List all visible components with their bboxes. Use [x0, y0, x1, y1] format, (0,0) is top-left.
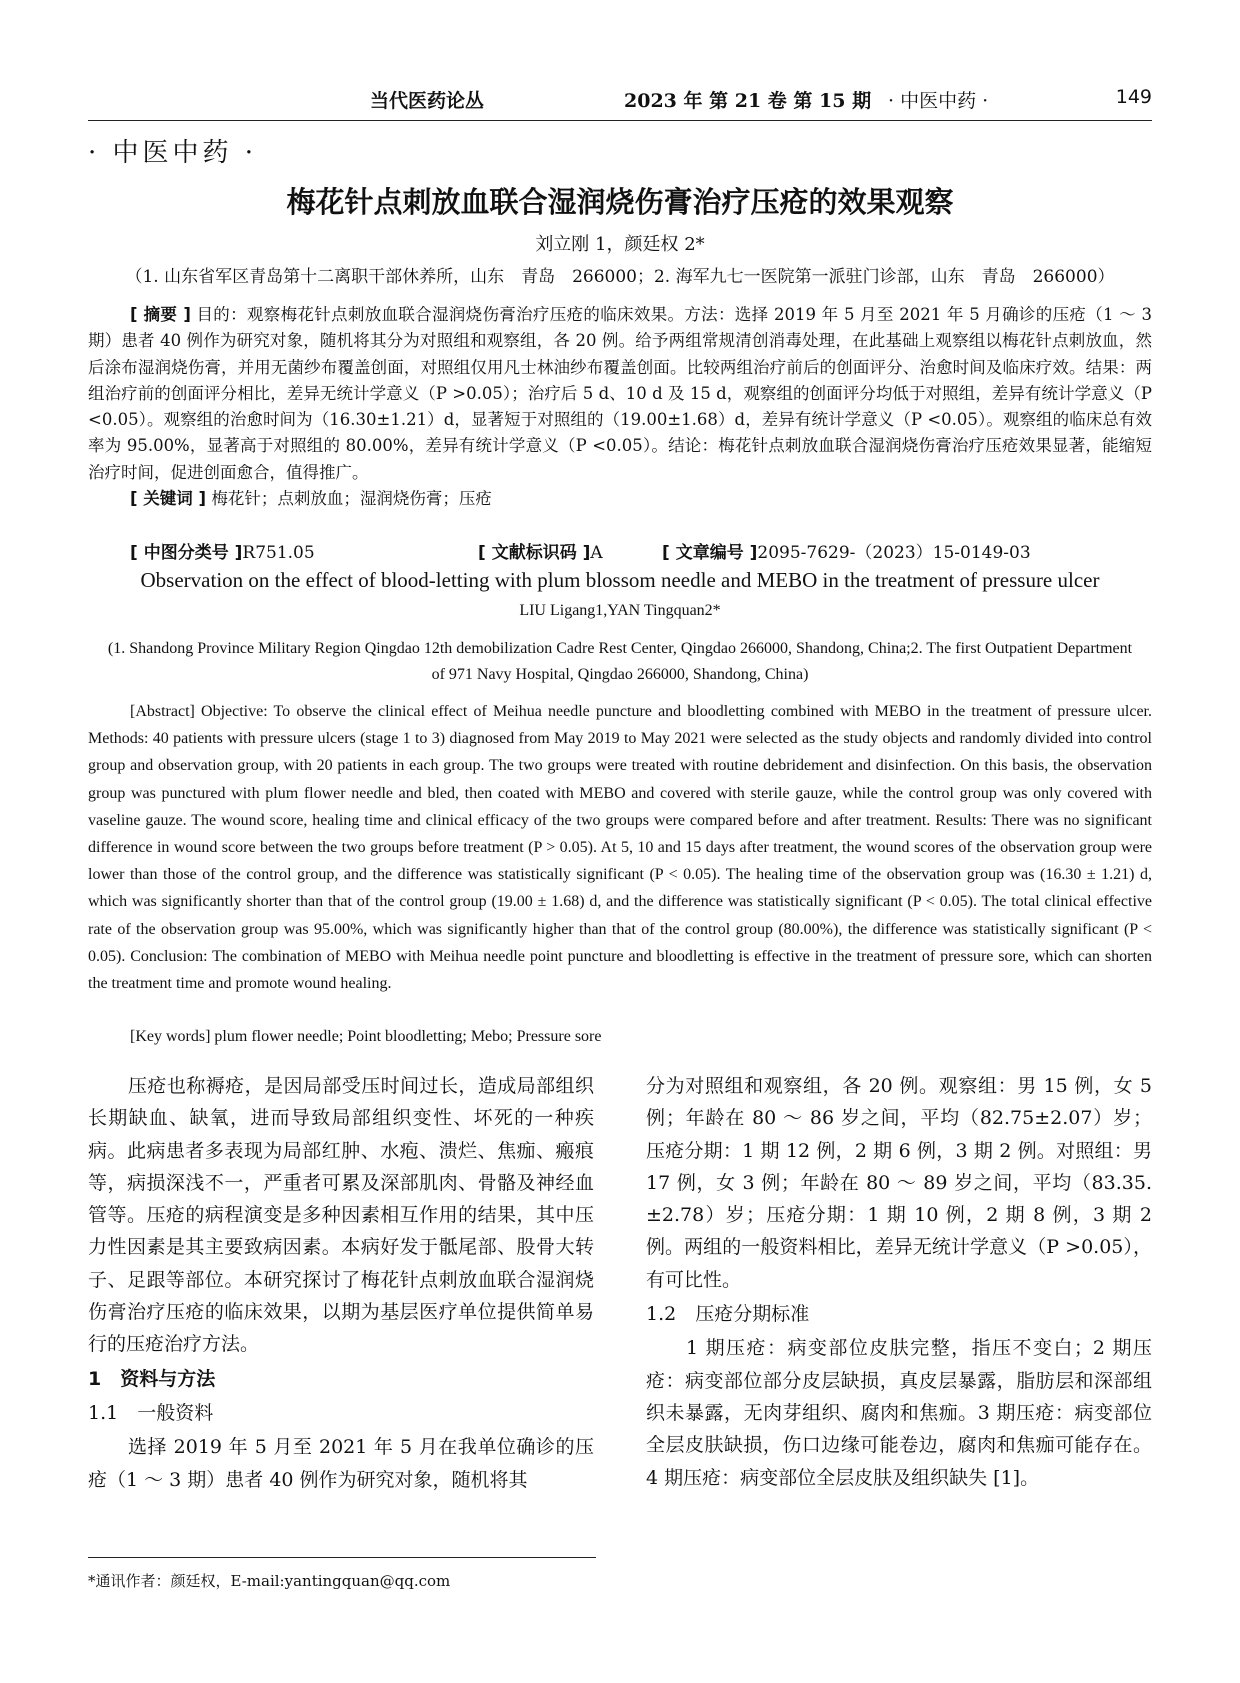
footnote-divider — [88, 1557, 596, 1558]
abstract-en — [88, 698, 1152, 997]
abstract-text: 目的：观察梅花针点刺放血联合湿润烧伤膏治疗压疮的临床效果。方法：选择 2019 年 5 月至 2021 年 5 月确诊的压疮（1 ～ 3 期）患者 40 例作为研究对象，随机将其分为对照组和观察组，各 20 例。给予两组常规清创消毒处理，在此基础上观察组以梅花针点刺放血，然后涂布湿润烧伤膏，并用无菌纱布覆盖创面，对照组仅用凡士林油纱布覆盖创面。比较两组治疗前后的创面评分、治愈时间及临床疗效。结果：两组治疗前的创面评分相比，差异无统计学意义（P >0.05）；治疗后 5 d、10 d 及 15 d，观察组的创面评分均低于对照组，差异有统计学意义（P <0.05）。观察组的治愈时间为（16.30±1.21）d，显著短于对照组的（19.00±1.68）d，差异有统计学意义（P <0.05）。观察组的临床总有效率为 95.00%，显著高于对照组的 80.00%，差异有统计学意义（P <0.05）。结论：梅花针点刺放血联合湿润烧伤膏治疗压疮效果显著，能缩短治疗时间，促进创面愈合，值得推广。 — [88, 305, 1152, 482]
document-code — [478, 538, 603, 563]
heading-1: 1 资料与方法 — [88, 1367, 216, 1390]
paragraph-1-2: 1 期压疮：病变部位皮肤完整，指压不变白；2 期压疮：病变部位部分皮层缺损，真皮层暴露，脂肪层和深部组织未暴露，无肉芽组织、腐肉和焦痂。3 期压疮：病变部位全层皮肤缺损，伤口边缘可能卷边，腐肉和焦痂可能存在。4 期压疮：病变部位全层皮肤及组织缺失 [1]。 — [646, 1337, 1152, 1489]
section-tag: · 中医中药 · — [88, 138, 258, 168]
paragraph-1-1: 选择 2019 年 5 月至 2021 年 5 月在我单位确诊的压疮（1 ～ 3 期）患者 40 例作为研究对象，随机将其 — [88, 1436, 594, 1491]
article-label: [ 文章编号 ] — [662, 543, 758, 563]
journal-name: 当代医药论丛 — [370, 90, 485, 112]
intro-paragraph: 压疮也称褥疮，是因局部受压时间过长，造成局部组织长期缺血、缺氧，进而导致局部组织变性、坏死的一种疾病。此病患者多表现为局部红肿、水疱、溃烂、焦痂、瘢痕等，病损深浅不一，严重者可累及深部肌肉、骨骼及神经血管等。压疮的病程演变是多种因素相互作用的结果，其中压力性因素是其主要致病因素。本病好发于骶尾部、股骨大转子、足跟等部位。本研究探讨了梅花针点刺放血联合湿润烧伤膏治疗压疮的临床效果，以期为基层医疗单位提供简单易行的压疮治疗方法。 — [88, 1075, 594, 1356]
article-value: 2095-7629-（2023）15-0149-03 — [757, 543, 1031, 563]
keywords-text: 梅花针；点刺放血；湿润烧伤膏；压疮 — [211, 489, 492, 509]
issue-info: 2023 年 第 21 卷 第 15 期 — [624, 90, 872, 112]
clc-value: R751.05 — [242, 543, 315, 563]
body-column-left — [88, 1070, 594, 1496]
authors: 刘立刚 1，颜廷权 2* — [535, 234, 705, 255]
abstract-cn — [88, 302, 1152, 512]
keywords-label: [ 关键词 ] — [130, 489, 207, 509]
doc-label: [ 文献标识码 ] — [478, 543, 591, 563]
article-number — [662, 538, 1031, 563]
header-section: · 中医中药 · — [888, 90, 989, 112]
running-header — [88, 86, 1152, 121]
abstract-label: [ 摘要 ] — [130, 305, 191, 324]
title-en: Observation on the effect of blood-letting with plum blossom needle and MEBO in the treatment of pressure ulcer — [140, 568, 1100, 592]
footnote: *通讯作者：颜廷权，E-mail:yantingquan@qq.com — [88, 1572, 451, 1590]
heading-1-1: 1.1 一般资料 — [88, 1401, 214, 1424]
clc-number — [130, 538, 315, 563]
body-column-right — [646, 1070, 1152, 1494]
heading-1-2: 1.2 压疮分期标准 — [646, 1303, 810, 1326]
clc-label: [ 中图分类号 ] — [130, 543, 243, 563]
article-title: 梅花针点刺放血联合湿润烧伤膏治疗压疮的效果观察 — [286, 185, 954, 219]
doc-value: A — [590, 543, 603, 563]
keywords-en: [Key words] plum flower needle; Point bloodletting; Mebo; Pressure sore — [130, 1028, 602, 1045]
authors-en: LIU Ligang1,YAN Tingquan2* — [519, 602, 721, 619]
affiliations: （1. 山东省军区青岛第十二离职干部休养所，山东 青岛 266000；2. 海军九七一医院第一派驻门诊部，山东 青岛 266000） — [125, 267, 1115, 287]
abstract-en-text: [Abstract] Objective: To observe the clinical effect of Meihua needle puncture and bloodletting combined with MEBO in the treatment of pressure ulcer. Methods: 40 patients with pressure ulcers (stage 1 to 3) diagnosed from May 2019 to May 2021 were selected as the study objects and randomly divided into control group and observation group, with 20 patients in each group. The two groups were treated with routine debridement and disinfection. On this basis, the observation group was punctured with plum flower needle and bled, then coated with MEBO and covered with sterile gauze, while the control group was only covered with vaseline gauze. The wound score, healing time and clinical efficacy of the two groups were compared before and after treatment. Results: There was no significant difference in wound score between the two groups before treatment (P > 0.05). At 5, 10 and 15 days after treatment, the wound scores of the observation group were lower than those of the control group, and the difference was statistically significant (P < 0.05). The healing time of the observation group was (16.30 ± 1.21) d, which was significantly shorter than that of the control group (19.00 ± 1.68) d, and the difference was statistically significant (P < 0.05). The total clinical effective rate of the observation group was 95.00%, which was significantly higher than that of the control group (80.00%), the difference was statistically significant (P < 0.05). Conclusion: The combination of MEBO with Meihua needle point puncture and bloodletting is effective in the treatment of pressure sore, which can shorten the treatment time and promote wound healing. — [88, 703, 1152, 993]
page-number: 149 — [1115, 86, 1152, 108]
paragraph-1-1-cont: 分为对照组和观察组，各 20 例。观察组：男 15 例，女 5 例；年龄在 80 ～ 86 岁之间，平均（82.75±2.07）岁；压疮分期：1 期 12 例，2 期 6 例，3 期 2 例。对照组：男 17 例，女 3 例；年龄在 80 ～ 89 岁之间，平均（83.35.±2.78）岁；压疮分期：1 期 10 例，2 期 8 例，3 期 2 例。两组的一般资料相比，差异无统计学意义（P >0.05），有可比性。 — [646, 1075, 1152, 1291]
affiliations-en: (1. Shandong Province Military Region Qingdao 12th demobilization Cadre Rest Center, Qingdao 266000, Shandong, China;2. The first Outpatient Department of 971 Navy Hospital, Qingdao 266000, Shandong, China) — [107, 640, 1133, 683]
